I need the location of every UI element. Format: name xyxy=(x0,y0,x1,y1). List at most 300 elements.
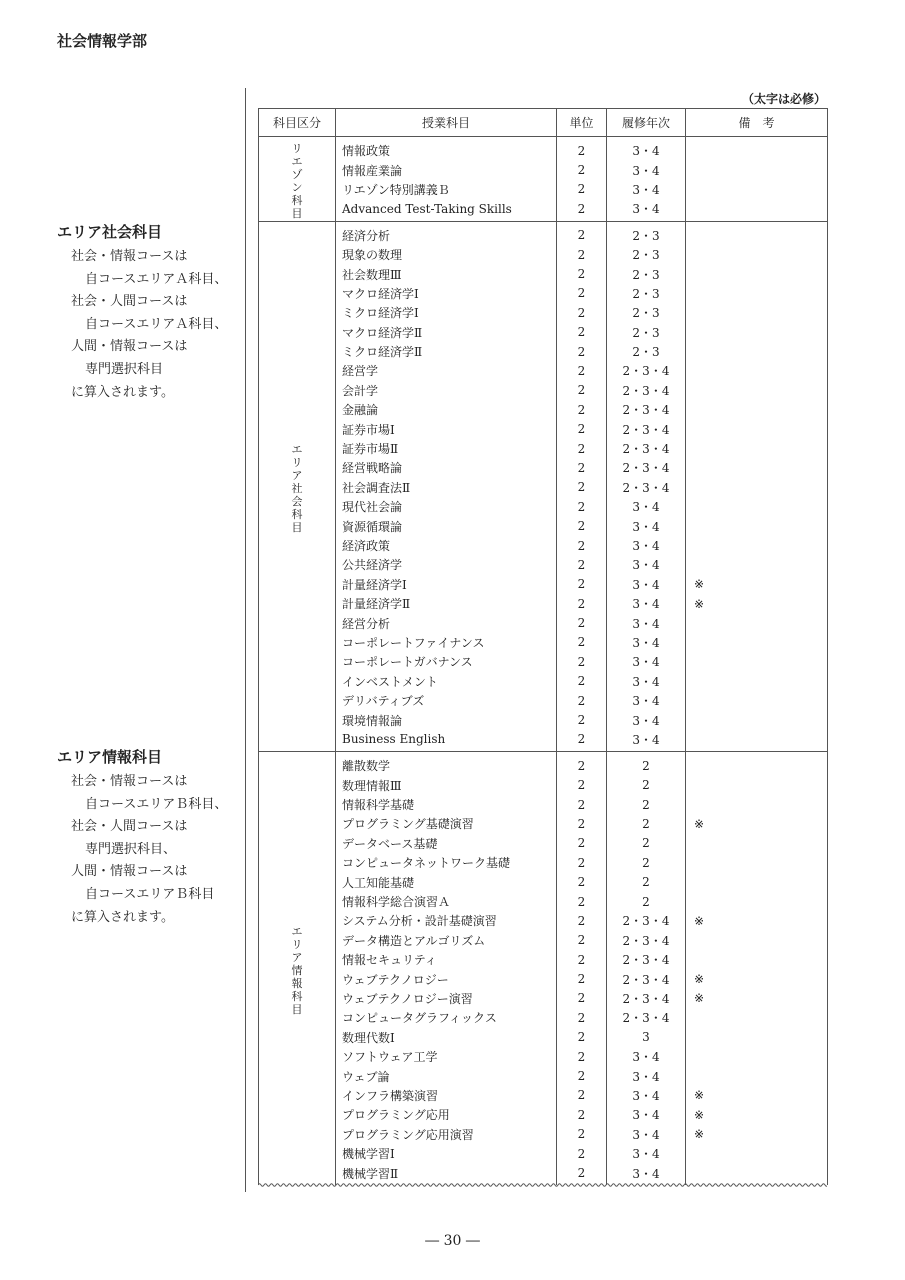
table-row xyxy=(259,710,828,729)
subject-cell: 社会数理Ⅲ xyxy=(336,264,557,283)
table-row xyxy=(259,1086,828,1105)
subject-cell: データベース基礎 xyxy=(336,834,557,853)
credits-cell: 2 xyxy=(557,1066,607,1085)
subject-cell: コンピュータネットワーク基礎 xyxy=(336,853,557,872)
table-group xyxy=(259,752,828,1185)
remark-cell xyxy=(686,137,828,161)
credits-cell: 2 xyxy=(557,730,607,752)
credits-cell: 2 xyxy=(557,536,607,555)
credits-cell: 2 xyxy=(557,361,607,380)
category-label: エリア社会科目 xyxy=(291,442,303,534)
sidebar-info-line: 人間・情報コースは xyxy=(71,864,188,880)
year-cell: 3 xyxy=(607,1028,686,1047)
subject-cell: 経営分析 xyxy=(336,613,557,632)
table-row xyxy=(259,814,828,833)
year-cell: 3・4 xyxy=(607,497,686,516)
subject-cell: 環境情報論 xyxy=(336,710,557,729)
table-row xyxy=(259,1144,828,1163)
credits-cell: 2 xyxy=(557,137,607,161)
year-cell: 3・4 xyxy=(607,1047,686,1066)
header-year: 履修年次 xyxy=(607,109,686,137)
year-cell: 2・3 xyxy=(607,303,686,322)
year-cell: 2・3・4 xyxy=(607,400,686,419)
credits-cell: 2 xyxy=(557,264,607,283)
remark-cell: ※ xyxy=(686,969,828,988)
table-row xyxy=(259,478,828,497)
subject-cell: 離散数学 xyxy=(336,752,557,776)
subject-cell: コーポレートガバナンス xyxy=(336,652,557,671)
subject-cell: 人工知能基礎 xyxy=(336,872,557,891)
header-category: 科目区分 xyxy=(259,109,336,137)
year-cell: 3・4 xyxy=(607,1066,686,1085)
credits-cell: 2 xyxy=(557,752,607,776)
year-cell: 2・3・4 xyxy=(607,419,686,438)
sidebar-social-line: 自コースエリアＡ科目、 xyxy=(85,316,228,332)
table-row xyxy=(259,199,828,221)
table-row xyxy=(259,342,828,361)
credits-cell: 2 xyxy=(557,1047,607,1066)
subject-cell: 経済政策 xyxy=(336,536,557,555)
subject-cell: 証券市場Ⅰ xyxy=(336,419,557,438)
table-row xyxy=(259,795,828,814)
table-row xyxy=(259,439,828,458)
remark-cell xyxy=(686,342,828,361)
year-cell: 3・4 xyxy=(607,672,686,691)
year-cell: 2・3 xyxy=(607,323,686,342)
credits-cell: 2 xyxy=(557,478,607,497)
remark-cell xyxy=(686,284,828,303)
table-row xyxy=(259,137,828,161)
subject-cell: 計量経済学Ⅱ xyxy=(336,594,557,613)
year-cell: 2・3・4 xyxy=(607,931,686,950)
table-row xyxy=(259,730,828,752)
remark-cell: ※ xyxy=(686,1105,828,1124)
year-cell: 3・4 xyxy=(607,199,686,221)
table-row xyxy=(259,536,828,555)
table-row xyxy=(259,361,828,380)
credits-cell: 2 xyxy=(557,342,607,361)
header-subject: 授業科目 xyxy=(336,109,557,137)
credits-cell: 2 xyxy=(557,710,607,729)
table-row xyxy=(259,752,828,776)
table-row xyxy=(259,1105,828,1124)
table-row xyxy=(259,911,828,930)
year-cell: 2 xyxy=(607,834,686,853)
table-header-row xyxy=(259,109,828,137)
table-row xyxy=(259,284,828,303)
subject-cell: ミクロ経済学Ⅰ xyxy=(336,303,557,322)
category-cell xyxy=(259,752,336,1185)
subject-cell: プログラミング応用演習 xyxy=(336,1125,557,1144)
remark-cell xyxy=(686,478,828,497)
remark-cell xyxy=(686,199,828,221)
subject-cell: ソフトウェア工学 xyxy=(336,1047,557,1066)
table-row xyxy=(259,872,828,891)
remark-cell xyxy=(686,381,828,400)
table-row xyxy=(259,776,828,795)
credits-cell: 2 xyxy=(557,989,607,1008)
required-note: （太字は必修） xyxy=(741,92,826,106)
remark-cell xyxy=(686,361,828,380)
credits-cell: 2 xyxy=(557,284,607,303)
year-cell: 3・4 xyxy=(607,710,686,729)
subject-cell: コーポレートファイナンス xyxy=(336,633,557,652)
table-row xyxy=(259,1066,828,1085)
year-cell: 3・4 xyxy=(607,1144,686,1163)
subject-cell: 情報政策 xyxy=(336,137,557,161)
subject-cell: プログラミング基礎演習 xyxy=(336,814,557,833)
subject-cell: リエゾン特別講義Ｂ xyxy=(336,180,557,199)
year-cell: 3・4 xyxy=(607,613,686,632)
subject-cell: ウェブ論 xyxy=(336,1066,557,1085)
faculty-heading: 社会情報学部 xyxy=(57,32,148,50)
credits-cell: 2 xyxy=(557,575,607,594)
header-remarks: 備 考 xyxy=(686,109,828,137)
credits-cell: 2 xyxy=(557,613,607,632)
table-row xyxy=(259,652,828,671)
subject-cell: 公共経済学 xyxy=(336,555,557,574)
year-cell: 2 xyxy=(607,795,686,814)
year-cell: 2・3・4 xyxy=(607,361,686,380)
subject-cell: コンピュータグラフィックス xyxy=(336,1008,557,1027)
year-cell: 2 xyxy=(607,752,686,776)
table-row xyxy=(259,1008,828,1027)
year-cell: 2 xyxy=(607,814,686,833)
subject-cell: 現代社会論 xyxy=(336,497,557,516)
credits-cell: 2 xyxy=(557,323,607,342)
header-credits: 単位 xyxy=(557,109,607,137)
table-row xyxy=(259,575,828,594)
credits-cell: 2 xyxy=(557,795,607,814)
subject-cell: 資源循環論 xyxy=(336,516,557,535)
year-cell: 2・3 xyxy=(607,342,686,361)
table-row xyxy=(259,1028,828,1047)
category-cell xyxy=(259,137,336,222)
subject-cell: ミクロ経済学Ⅱ xyxy=(336,342,557,361)
subject-cell: マクロ経済学Ⅱ xyxy=(336,323,557,342)
year-cell: 2・3・4 xyxy=(607,381,686,400)
credits-cell: 2 xyxy=(557,672,607,691)
remark-cell xyxy=(686,710,828,729)
year-cell: 2・3 xyxy=(607,221,686,245)
table-row xyxy=(259,853,828,872)
year-cell: 2・3・4 xyxy=(607,969,686,988)
table-row xyxy=(259,633,828,652)
remark-cell xyxy=(686,419,828,438)
remark-cell xyxy=(686,1066,828,1085)
remark-cell xyxy=(686,245,828,264)
sidebar-info-line: 自コースエリアＢ科目、 xyxy=(85,796,228,812)
table-row xyxy=(259,834,828,853)
credits-cell: 2 xyxy=(557,1163,607,1184)
page-number: ― 30 ― xyxy=(425,1233,480,1249)
sidebar-social-line: 社会・人間コースは xyxy=(71,294,188,310)
year-cell: 2・3 xyxy=(607,264,686,283)
sidebar-info-line: 自コースエリアＢ科目 xyxy=(85,886,215,902)
table-row xyxy=(259,969,828,988)
remark-cell xyxy=(686,691,828,710)
category-label: エリア情報科目 xyxy=(291,924,303,1016)
sidebar-social-line: 社会・情報コースは xyxy=(71,249,188,264)
credits-cell: 2 xyxy=(557,911,607,930)
subject-cell: Business English xyxy=(336,730,557,752)
year-cell: 3・4 xyxy=(607,730,686,752)
year-cell: 2・3・4 xyxy=(607,439,686,458)
sidebar-info-line: 専門選択科目、 xyxy=(85,841,177,857)
subject-cell: 情報科学基礎 xyxy=(336,795,557,814)
year-cell: 3・4 xyxy=(607,516,686,535)
year-cell: 3・4 xyxy=(607,1163,686,1184)
credits-cell: 2 xyxy=(557,814,607,833)
table-row xyxy=(259,691,828,710)
course-table xyxy=(258,108,828,1185)
subject-cell: デリバティブズ xyxy=(336,691,557,710)
subject-cell: 経営戦略論 xyxy=(336,458,557,477)
table-row xyxy=(259,594,828,613)
credits-cell: 2 xyxy=(557,872,607,891)
table-row xyxy=(259,264,828,283)
year-cell: 3・4 xyxy=(607,691,686,710)
credits-cell: 2 xyxy=(557,199,607,221)
credits-cell: 2 xyxy=(557,892,607,911)
credits-cell: 2 xyxy=(557,1008,607,1027)
credits-cell: 2 xyxy=(557,381,607,400)
remark-cell xyxy=(686,730,828,752)
remark-cell xyxy=(686,776,828,795)
subject-cell: 情報セキュリティ xyxy=(336,950,557,969)
remark-cell xyxy=(686,160,828,179)
credits-cell: 2 xyxy=(557,691,607,710)
sidebar-info-line: 社会・情報コースは xyxy=(71,774,188,789)
subject-cell: データ構造とアルゴリズム xyxy=(336,931,557,950)
remark-cell xyxy=(686,950,828,969)
table-row xyxy=(259,381,828,400)
subject-cell: 証券市場Ⅱ xyxy=(336,439,557,458)
subject-cell: 計量経済学Ⅰ xyxy=(336,575,557,594)
remark-cell xyxy=(686,1008,828,1027)
subject-cell: ウェブテクノロジー xyxy=(336,969,557,988)
year-cell: 3・4 xyxy=(607,575,686,594)
credits-cell: 2 xyxy=(557,221,607,245)
credits-cell: 2 xyxy=(557,950,607,969)
credits-cell: 2 xyxy=(557,555,607,574)
remark-cell: ※ xyxy=(686,575,828,594)
year-cell: 3・4 xyxy=(607,652,686,671)
credits-cell: 2 xyxy=(557,931,607,950)
year-cell: 3・4 xyxy=(607,180,686,199)
year-cell: 2・3・4 xyxy=(607,458,686,477)
table-group xyxy=(259,221,828,752)
credits-cell: 2 xyxy=(557,652,607,671)
year-cell: 2・3・4 xyxy=(607,478,686,497)
credits-cell: 2 xyxy=(557,1105,607,1124)
table-row xyxy=(259,221,828,245)
subject-cell: 情報科学総合演習Ａ xyxy=(336,892,557,911)
remark-cell xyxy=(686,853,828,872)
year-cell: 3・4 xyxy=(607,1105,686,1124)
sidebar-social-line: 専門選択科目 xyxy=(85,361,164,377)
sidebar-info-line: に算入されます。 xyxy=(71,909,174,925)
table-row xyxy=(259,950,828,969)
table-row xyxy=(259,400,828,419)
category-cell xyxy=(259,221,336,752)
remark-cell: ※ xyxy=(686,594,828,613)
remark-cell xyxy=(686,752,828,776)
remark-cell xyxy=(686,1047,828,1066)
subject-cell: 機械学習Ⅰ xyxy=(336,1144,557,1163)
table-row xyxy=(259,931,828,950)
table-row xyxy=(259,555,828,574)
table-row xyxy=(259,516,828,535)
category-label: リエゾン科目 xyxy=(291,141,303,220)
year-cell: 3・4 xyxy=(607,633,686,652)
credits-cell: 2 xyxy=(557,1028,607,1047)
remark-cell xyxy=(686,834,828,853)
credits-cell: 2 xyxy=(557,160,607,179)
credits-cell: 2 xyxy=(557,1144,607,1163)
table-row xyxy=(259,989,828,1008)
remark-cell xyxy=(686,672,828,691)
credits-cell: 2 xyxy=(557,419,607,438)
year-cell: 2・3・4 xyxy=(607,911,686,930)
sidebar-social-title: エリア社会科目 xyxy=(57,223,163,241)
subject-cell: ウェブテクノロジー演習 xyxy=(336,989,557,1008)
year-cell: 2 xyxy=(607,776,686,795)
table-row xyxy=(259,1047,828,1066)
remark-cell xyxy=(686,323,828,342)
credits-cell: 2 xyxy=(557,400,607,419)
remark-cell: ※ xyxy=(686,814,828,833)
credits-cell: 2 xyxy=(557,1086,607,1105)
subject-cell: Advanced Test-Taking Skills xyxy=(336,199,557,221)
year-cell: 3・4 xyxy=(607,1086,686,1105)
year-cell: 3・4 xyxy=(607,1125,686,1144)
remark-cell xyxy=(686,1028,828,1047)
credits-cell: 2 xyxy=(557,458,607,477)
subject-cell: 金融論 xyxy=(336,400,557,419)
subject-cell: 数理情報Ⅲ xyxy=(336,776,557,795)
table-row xyxy=(259,672,828,691)
sidebar-social-line: 自コースエリアＡ科目、 xyxy=(85,271,228,287)
sidebar-info xyxy=(57,746,242,929)
remark-cell xyxy=(686,652,828,671)
year-cell: 2・3・4 xyxy=(607,1008,686,1027)
remark-cell xyxy=(686,516,828,535)
table-row xyxy=(259,303,828,322)
remark-cell: ※ xyxy=(686,989,828,1008)
remark-cell xyxy=(686,872,828,891)
year-cell: 2 xyxy=(607,853,686,872)
year-cell: 3・4 xyxy=(607,555,686,574)
remark-cell xyxy=(686,458,828,477)
remark-cell xyxy=(686,795,828,814)
credits-cell: 2 xyxy=(557,303,607,322)
subject-cell: システム分析・設計基礎演習 xyxy=(336,911,557,930)
sidebar-social xyxy=(57,221,242,404)
table-bottom-wave xyxy=(258,1182,827,1188)
subject-cell: プログラミング応用 xyxy=(336,1105,557,1124)
table-row xyxy=(259,892,828,911)
credits-cell: 2 xyxy=(557,969,607,988)
credits-cell: 2 xyxy=(557,633,607,652)
table-row xyxy=(259,613,828,632)
subject-cell: マクロ経済学Ⅰ xyxy=(336,284,557,303)
remark-cell: ※ xyxy=(686,911,828,930)
table-row xyxy=(259,180,828,199)
subject-cell: 数理代数Ⅰ xyxy=(336,1028,557,1047)
table-row xyxy=(259,1125,828,1144)
subject-cell: 機械学習Ⅱ xyxy=(336,1163,557,1184)
table-group xyxy=(259,137,828,222)
remark-cell xyxy=(686,892,828,911)
credits-cell: 2 xyxy=(557,1125,607,1144)
remark-cell xyxy=(686,555,828,574)
year-cell: 3・4 xyxy=(607,160,686,179)
remark-cell xyxy=(686,180,828,199)
credits-cell: 2 xyxy=(557,516,607,535)
remark-cell: ※ xyxy=(686,1086,828,1105)
credits-cell: 2 xyxy=(557,180,607,199)
credits-cell: 2 xyxy=(557,853,607,872)
sidebar-info-title: エリア情報科目 xyxy=(57,748,163,766)
remark-cell xyxy=(686,497,828,516)
sidebar-info-line: 社会・人間コースは xyxy=(71,819,188,835)
year-cell: 3・4 xyxy=(607,594,686,613)
credits-cell: 2 xyxy=(557,594,607,613)
subject-cell: 経営学 xyxy=(336,361,557,380)
subject-cell: インフラ構築演習 xyxy=(336,1086,557,1105)
remark-cell xyxy=(686,931,828,950)
table-row xyxy=(259,160,828,179)
subject-cell: 会計学 xyxy=(336,381,557,400)
remark-cell xyxy=(686,613,828,632)
year-cell: 2・3 xyxy=(607,245,686,264)
year-cell: 2 xyxy=(607,892,686,911)
table-row xyxy=(259,458,828,477)
sidebar-social-line: に算入されます。 xyxy=(71,384,174,400)
remark-cell xyxy=(686,221,828,245)
subject-cell: 情報産業論 xyxy=(336,160,557,179)
remark-cell: ※ xyxy=(686,1125,828,1144)
year-cell: 2 xyxy=(607,872,686,891)
credits-cell: 2 xyxy=(557,776,607,795)
subject-cell: インベストメント xyxy=(336,672,557,691)
sidebar-social-line: 人間・情報コースは xyxy=(71,339,188,355)
remark-cell xyxy=(686,536,828,555)
remark-cell xyxy=(686,439,828,458)
subject-cell: 現象の数理 xyxy=(336,245,557,264)
table-row xyxy=(259,497,828,516)
remark-cell xyxy=(686,303,828,322)
credits-cell: 2 xyxy=(557,834,607,853)
credits-cell: 2 xyxy=(557,497,607,516)
year-cell: 3・4 xyxy=(607,137,686,161)
column-divider xyxy=(245,88,246,1192)
table-row xyxy=(259,419,828,438)
remark-cell xyxy=(686,400,828,419)
remark-cell xyxy=(686,1144,828,1163)
subject-cell: 社会調査法Ⅱ xyxy=(336,478,557,497)
subject-cell: 経済分析 xyxy=(336,221,557,245)
year-cell: 2・3 xyxy=(607,284,686,303)
year-cell: 2・3・4 xyxy=(607,989,686,1008)
table-row xyxy=(259,323,828,342)
year-cell: 2・3・4 xyxy=(607,950,686,969)
year-cell: 3・4 xyxy=(607,536,686,555)
table-row xyxy=(259,245,828,264)
remark-cell xyxy=(686,264,828,283)
remark-cell xyxy=(686,633,828,652)
